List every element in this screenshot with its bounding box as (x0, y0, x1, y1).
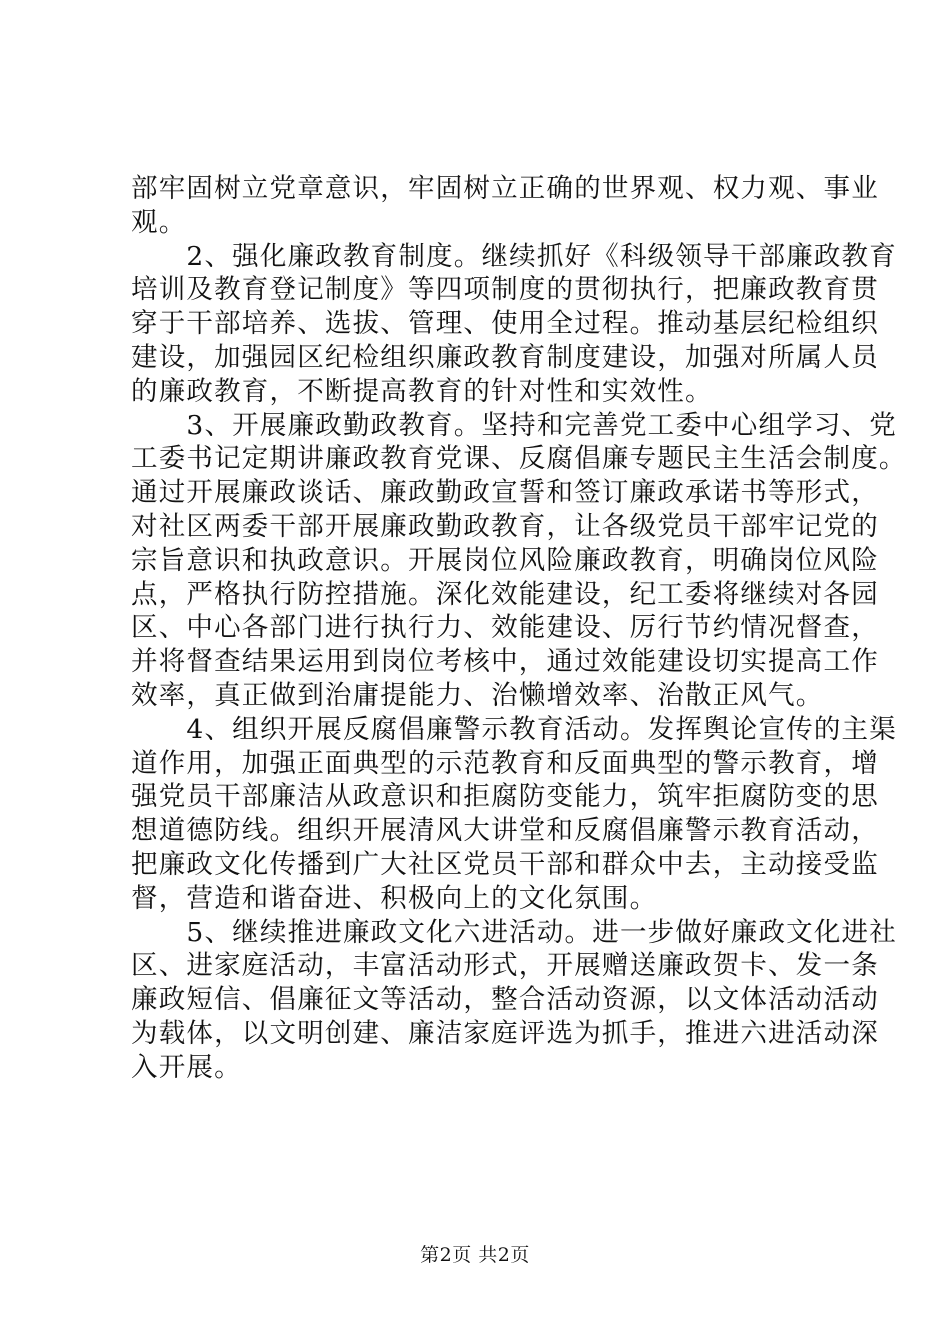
text-line: 建设，加强园区纪检组织廉政教育制度建设，加强对所属人员 (131, 341, 879, 373)
text-line: 穿于干部培养、选拔、管理、使用全过程。推动基层纪检组织 (131, 308, 879, 340)
text-line: 想道德防线。组织开展清风大讲堂和反腐倡廉警示教育活动， (131, 815, 879, 847)
text-line: 的廉政教育，不断提高教育的针对性和实效性。 (131, 375, 713, 407)
text-line: 入开展。 (131, 1051, 242, 1083)
text-line: 培训及教育登记制度》等四项制度的贯彻执行，把廉政教育贯 (131, 274, 879, 306)
paragraph-2-start: 2、强化廉政教育制度。继续抓好《科级领导干部廉政教育 (131, 240, 897, 272)
paragraph-4-start: 4、组织开展反腐倡廉警示教育活动。发挥舆论宣传的主渠 (131, 713, 897, 745)
text-line: 观。 (131, 206, 187, 238)
paragraph-3-start: 3、开展廉政勤政教育。坚持和完善党工委中心组学习、党 (131, 409, 897, 441)
page-footer (0, 1243, 950, 1267)
text-line: 廉政短信、倡廉征文等活动，整合活动资源，以文体活动活动 (131, 984, 879, 1016)
page-number-label: 第2页 共2页 (420, 1244, 530, 1266)
text-line: 效率，真正做到治庸提能力、治懒增效率、治散正风气。 (131, 679, 824, 711)
text-line: 部牢固树立党章意识，牢固树立正确的世界观、权力观、事业 (131, 173, 879, 204)
document-body (131, 172, 907, 1085)
text-line: 道作用，加强正面典型的示范教育和反面典型的警示教育，增 (131, 747, 879, 779)
text-line: 通过开展廉政谈话、廉政勤政宣誓和签订廉政承诺书等形式， (131, 477, 879, 509)
text-line: 对社区两委干部开展廉政勤政教育，让各级党员干部牢记党的 (131, 510, 879, 542)
text-line: 强党员干部廉洁从政意识和拒腐防变能力，筑牢拒腐防变的思 (131, 781, 879, 813)
text-line: 为载体，以文明创建、廉洁家庭评选为抓手，推进六进活动深 (131, 1017, 879, 1049)
text-line: 并将督查结果运用到岗位考核中，通过效能建设切实提高工作 (131, 646, 879, 678)
text-line: 区、进家庭活动，丰富活动形式，开展赠送廉政贺卡、发一条 (131, 950, 879, 982)
text-line: 点，严格执行防控措施。深化效能建设，纪工委将继续对各园 (131, 578, 879, 610)
text-line: 把廉政文化传播到广大社区党员干部和群众中去，主动接受监 (131, 848, 879, 880)
text-line: 工委书记定期讲廉政教育党课、反腐倡廉专题民主生活会制度。 (131, 443, 907, 475)
paragraph-5-start: 5、继续推进廉政文化六进活动。进一步做好廉政文化进社 (131, 916, 897, 948)
text-line: 区、中心各部门进行执行力、效能建设、厉行节约情况督查， (131, 612, 879, 644)
text-line: 宗旨意识和执政意识。开展岗位风险廉政教育，明确岗位风险 (131, 544, 879, 576)
text-line: 督，营造和谐奋进、积极向上的文化氛围。 (131, 882, 658, 914)
